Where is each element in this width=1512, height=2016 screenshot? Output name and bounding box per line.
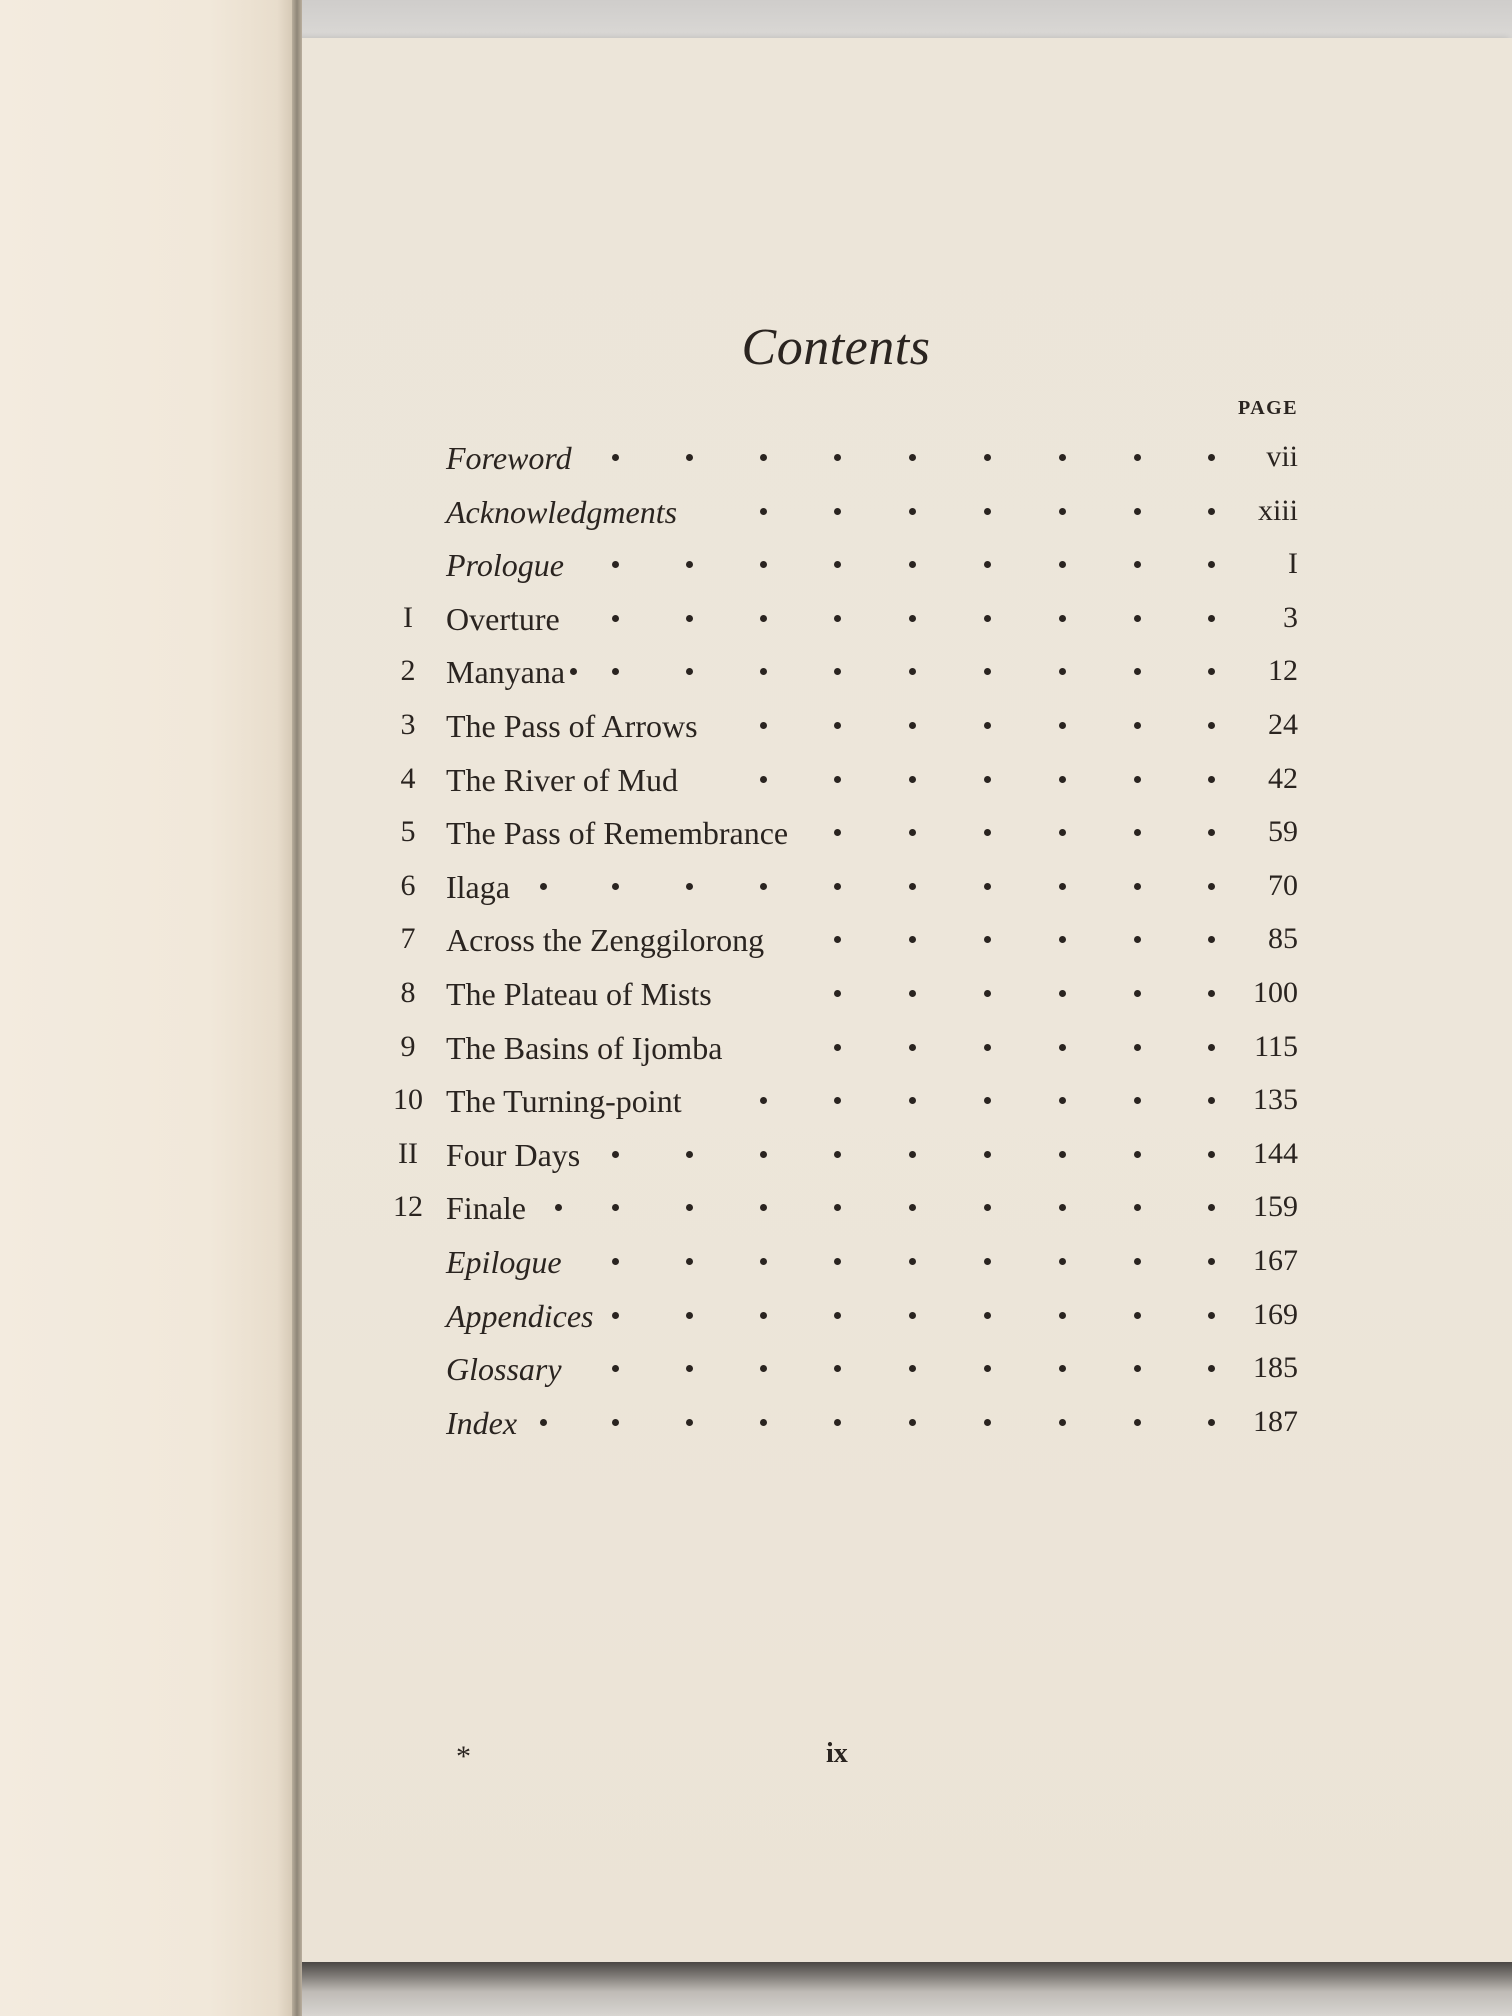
leader-dot <box>984 561 991 568</box>
leader-dot <box>1059 722 1066 729</box>
leader-dot <box>760 561 767 568</box>
chapter-number: II <box>398 1136 418 1170</box>
leader-dot <box>1059 454 1066 461</box>
leader-dot <box>834 1258 841 1265</box>
entry-page-number: 187 <box>1253 1404 1298 1438</box>
leader-dot <box>686 1312 693 1319</box>
chapter-number: 4 <box>400 761 416 795</box>
toc-entry <box>0 1244 1512 1298</box>
leader-dot <box>540 1419 547 1426</box>
toc-entry <box>0 654 1512 708</box>
leader-dot <box>760 1151 767 1158</box>
entry-title: Glossary <box>446 1351 562 1388</box>
leader-dot <box>984 1312 991 1319</box>
leader-dot <box>1059 561 1066 568</box>
leader-dot <box>834 722 841 729</box>
entry-title: The Pass of Remembrance <box>446 815 789 852</box>
leader-dot <box>686 1204 693 1211</box>
toc-entry <box>0 547 1512 601</box>
entry-page-number: 3 <box>1283 600 1298 634</box>
leader-dot <box>686 1258 693 1265</box>
entry-title: The Pass of Arrows <box>446 708 698 744</box>
leader-dot <box>909 722 916 729</box>
chapter-number: 12 <box>393 1190 423 1224</box>
entry-title: Ilaga <box>446 868 510 905</box>
leader-dot <box>909 668 916 675</box>
leader-dot <box>834 936 841 943</box>
entry-title: The River of Mud <box>446 761 678 798</box>
leader-dot <box>760 615 767 622</box>
leader-dot <box>1059 1097 1066 1104</box>
page-title: Contents <box>741 319 931 376</box>
leader-dot <box>612 1258 619 1265</box>
leader-dot <box>909 1151 916 1158</box>
entry-page-number: xiii <box>1257 493 1298 527</box>
leader-dot <box>612 1419 619 1426</box>
leader-dot <box>909 936 916 943</box>
leader-dot <box>909 454 916 461</box>
leader-dot <box>834 776 841 783</box>
leader-dot <box>1134 615 1141 622</box>
footer-asterisk: * <box>456 1740 471 1773</box>
leader-dot <box>686 1365 693 1372</box>
entry-title: Overture <box>446 600 560 637</box>
leader-dot <box>612 454 619 461</box>
leader-dot <box>1059 776 1066 783</box>
leader-dot <box>1134 508 1141 515</box>
leader-dot <box>1134 829 1141 836</box>
leader-dot <box>1059 668 1066 675</box>
entry-title: The Turning-point <box>446 1083 682 1120</box>
leader-dot <box>984 1419 991 1426</box>
leader-dot <box>909 1312 916 1319</box>
leader-dot <box>612 561 619 568</box>
leader-dot <box>1134 1312 1141 1319</box>
leader-dot <box>834 829 841 836</box>
leader-dot <box>760 722 767 729</box>
leader-dot <box>834 508 841 515</box>
entry-page-number: vii <box>1266 440 1298 473</box>
leader-dot <box>834 1151 841 1158</box>
leader-dot <box>984 1204 991 1211</box>
entry-title: The Basins of Ijomba <box>446 1029 723 1066</box>
leader-dot <box>909 1365 916 1372</box>
leader-dot <box>686 454 693 461</box>
leader-dot <box>984 990 991 997</box>
leader-dot <box>984 883 991 890</box>
leader-dot <box>1134 1365 1141 1372</box>
entry-page-number: 169 <box>1253 1297 1298 1331</box>
entry-title: Manyana <box>446 654 566 691</box>
leader-dot <box>984 936 991 943</box>
toc-entry <box>0 1030 1512 1084</box>
leader-dot <box>834 883 841 890</box>
leader-dot <box>1134 883 1141 890</box>
leader-dot <box>612 615 619 622</box>
leader-dot <box>1059 615 1066 622</box>
leader-dot <box>1134 1204 1141 1211</box>
toc-entry <box>0 1190 1512 1244</box>
leader-dot <box>984 1044 991 1051</box>
leader-dot <box>760 1419 767 1426</box>
leader-dot <box>612 1151 619 1158</box>
entry-title: The Plateau of Mists <box>446 976 712 1012</box>
leader-dot <box>760 668 767 675</box>
leader-dot <box>1059 829 1066 836</box>
page-bottom-edge <box>300 1962 1512 2016</box>
entry-title: Four Days <box>446 1136 581 1173</box>
entry-page-number: I <box>1288 547 1298 581</box>
leader-dot <box>760 1204 767 1211</box>
leader-dot <box>686 883 693 890</box>
leader-dot <box>686 1419 693 1426</box>
leader-dot <box>984 1258 991 1265</box>
leader-dot <box>834 1419 841 1426</box>
toc-entry <box>0 869 1512 923</box>
toc-entry <box>0 601 1512 655</box>
leader-dot <box>909 1044 916 1051</box>
leader-dot <box>909 829 916 836</box>
leader-dot <box>1134 1097 1141 1104</box>
leader-dot <box>686 1151 693 1158</box>
page-column-header: PAGE <box>1238 397 1299 419</box>
leader-dot <box>612 1204 619 1211</box>
entry-page-number: 167 <box>1253 1244 1298 1277</box>
leader-dot <box>760 776 767 783</box>
leader-dot <box>612 668 619 675</box>
leader-dot <box>1134 454 1141 461</box>
leader-dot <box>834 990 841 997</box>
leader-dot <box>1059 883 1066 890</box>
leader-dot <box>1134 722 1141 729</box>
leader-dot <box>1059 1365 1066 1372</box>
leader-dot <box>1134 990 1141 997</box>
leader-dot <box>984 1151 991 1158</box>
leader-dot <box>1134 776 1141 783</box>
leader-dot <box>834 1312 841 1319</box>
leader-dot <box>834 1044 841 1051</box>
entry-title: Appendices <box>446 1297 594 1334</box>
leader-dot <box>909 1204 916 1211</box>
entry-page-number: 185 <box>1253 1351 1298 1385</box>
entry-page-number: 144 <box>1253 1136 1298 1170</box>
chapter-number: I <box>403 600 413 634</box>
entry-title: Finale <box>446 1190 526 1227</box>
leader-dot <box>612 1365 619 1372</box>
chapter-number: 8 <box>400 976 416 1009</box>
leader-dot <box>1134 561 1141 568</box>
toc-entry <box>0 1351 1512 1405</box>
chapter-number: 6 <box>400 868 416 902</box>
leader-dot <box>909 1258 916 1265</box>
leader-dot <box>834 561 841 568</box>
leader-dot <box>555 1204 562 1211</box>
leader-dot <box>686 668 693 675</box>
chapter-number: 9 <box>400 1029 416 1063</box>
leader-dot <box>984 776 991 783</box>
leader-dot <box>1059 1151 1066 1158</box>
leader-dot <box>909 883 916 890</box>
entry-title: Foreword <box>446 440 572 476</box>
leader-dot <box>909 561 916 568</box>
leader-dot <box>612 883 619 890</box>
leader-dot <box>760 1097 767 1104</box>
entry-title: Acknowledgments <box>446 493 678 530</box>
leader-dot <box>1134 936 1141 943</box>
leader-dot <box>909 1419 916 1426</box>
leader-dot <box>984 1365 991 1372</box>
leader-dot <box>1059 990 1066 997</box>
page-number: ix <box>826 1738 848 1769</box>
leader-dot <box>909 990 916 997</box>
chapter-number: 5 <box>400 815 416 849</box>
leader-dot <box>760 508 767 515</box>
leader-dot <box>1134 668 1141 675</box>
leader-dot <box>760 883 767 890</box>
chapter-number: 3 <box>400 708 416 741</box>
leader-dot <box>1134 1258 1141 1265</box>
leader-dot <box>984 668 991 675</box>
leader-dot <box>760 1258 767 1265</box>
leader-dot <box>612 1312 619 1319</box>
leader-dot <box>909 1097 916 1104</box>
entry-page-number: 12 <box>1268 654 1298 688</box>
toc-entry <box>0 494 1512 548</box>
leader-dot <box>984 1097 991 1104</box>
toc-entry <box>0 708 1512 762</box>
leader-dot <box>984 454 991 461</box>
leader-dot <box>909 776 916 783</box>
chapter-number: 2 <box>400 654 416 688</box>
leader-dot <box>1059 936 1066 943</box>
chapter-number: 7 <box>400 922 416 956</box>
leader-dot <box>909 508 916 515</box>
leader-dot <box>760 454 767 461</box>
entry-title: Index <box>446 1404 518 1441</box>
entry-page-number: 115 <box>1254 1029 1298 1063</box>
entry-page-number: 85 <box>1268 922 1298 956</box>
toc-entry <box>0 762 1512 816</box>
leader-dot <box>834 1204 841 1211</box>
entry-page-number: 59 <box>1268 815 1298 849</box>
leader-dot <box>834 1097 841 1104</box>
leader-dot <box>1059 1044 1066 1051</box>
leader-dot <box>1059 508 1066 515</box>
leader-dot <box>834 1365 841 1372</box>
leader-dot <box>834 454 841 461</box>
leader-dot <box>760 1312 767 1319</box>
toc-entry <box>0 976 1512 1030</box>
toc-entry <box>0 1405 1512 1459</box>
leader-dot <box>686 615 693 622</box>
entry-title: Across the Zenggilorong <box>446 922 765 959</box>
entry-page-number: 100 <box>1253 976 1298 1009</box>
leader-dot <box>1059 1258 1066 1265</box>
leader-dot <box>1059 1312 1066 1319</box>
leader-dot <box>1134 1044 1141 1051</box>
leader-dot <box>909 615 916 622</box>
toc-entry <box>0 815 1512 869</box>
leader-dot <box>984 829 991 836</box>
chapter-number: 10 <box>393 1083 423 1117</box>
toc-entry <box>0 440 1512 494</box>
leader-dot <box>1059 1204 1066 1211</box>
leader-dot <box>570 668 577 675</box>
entry-page-number: 42 <box>1268 761 1298 795</box>
leader-dot <box>834 668 841 675</box>
leader-dot <box>686 561 693 568</box>
leader-dot <box>1134 1151 1141 1158</box>
entry-title: Epilogue <box>446 1244 562 1280</box>
toc-entry <box>0 922 1512 976</box>
leader-dot <box>1134 1419 1141 1426</box>
entry-page-number: 70 <box>1268 868 1298 902</box>
leader-dot <box>760 1365 767 1372</box>
entry-page-number: 135 <box>1253 1083 1298 1117</box>
leader-dot <box>984 722 991 729</box>
leader-dot <box>540 883 547 890</box>
leader-dot <box>984 615 991 622</box>
toc-entry <box>0 1083 1512 1137</box>
leader-dot <box>1059 1419 1066 1426</box>
toc-entry <box>0 1298 1512 1352</box>
toc-entry <box>0 1137 1512 1191</box>
leader-dot <box>834 615 841 622</box>
entry-title: Prologue <box>446 547 564 584</box>
leader-dot <box>984 508 991 515</box>
entry-page-number: 24 <box>1268 708 1298 741</box>
entry-page-number: 159 <box>1253 1190 1298 1224</box>
